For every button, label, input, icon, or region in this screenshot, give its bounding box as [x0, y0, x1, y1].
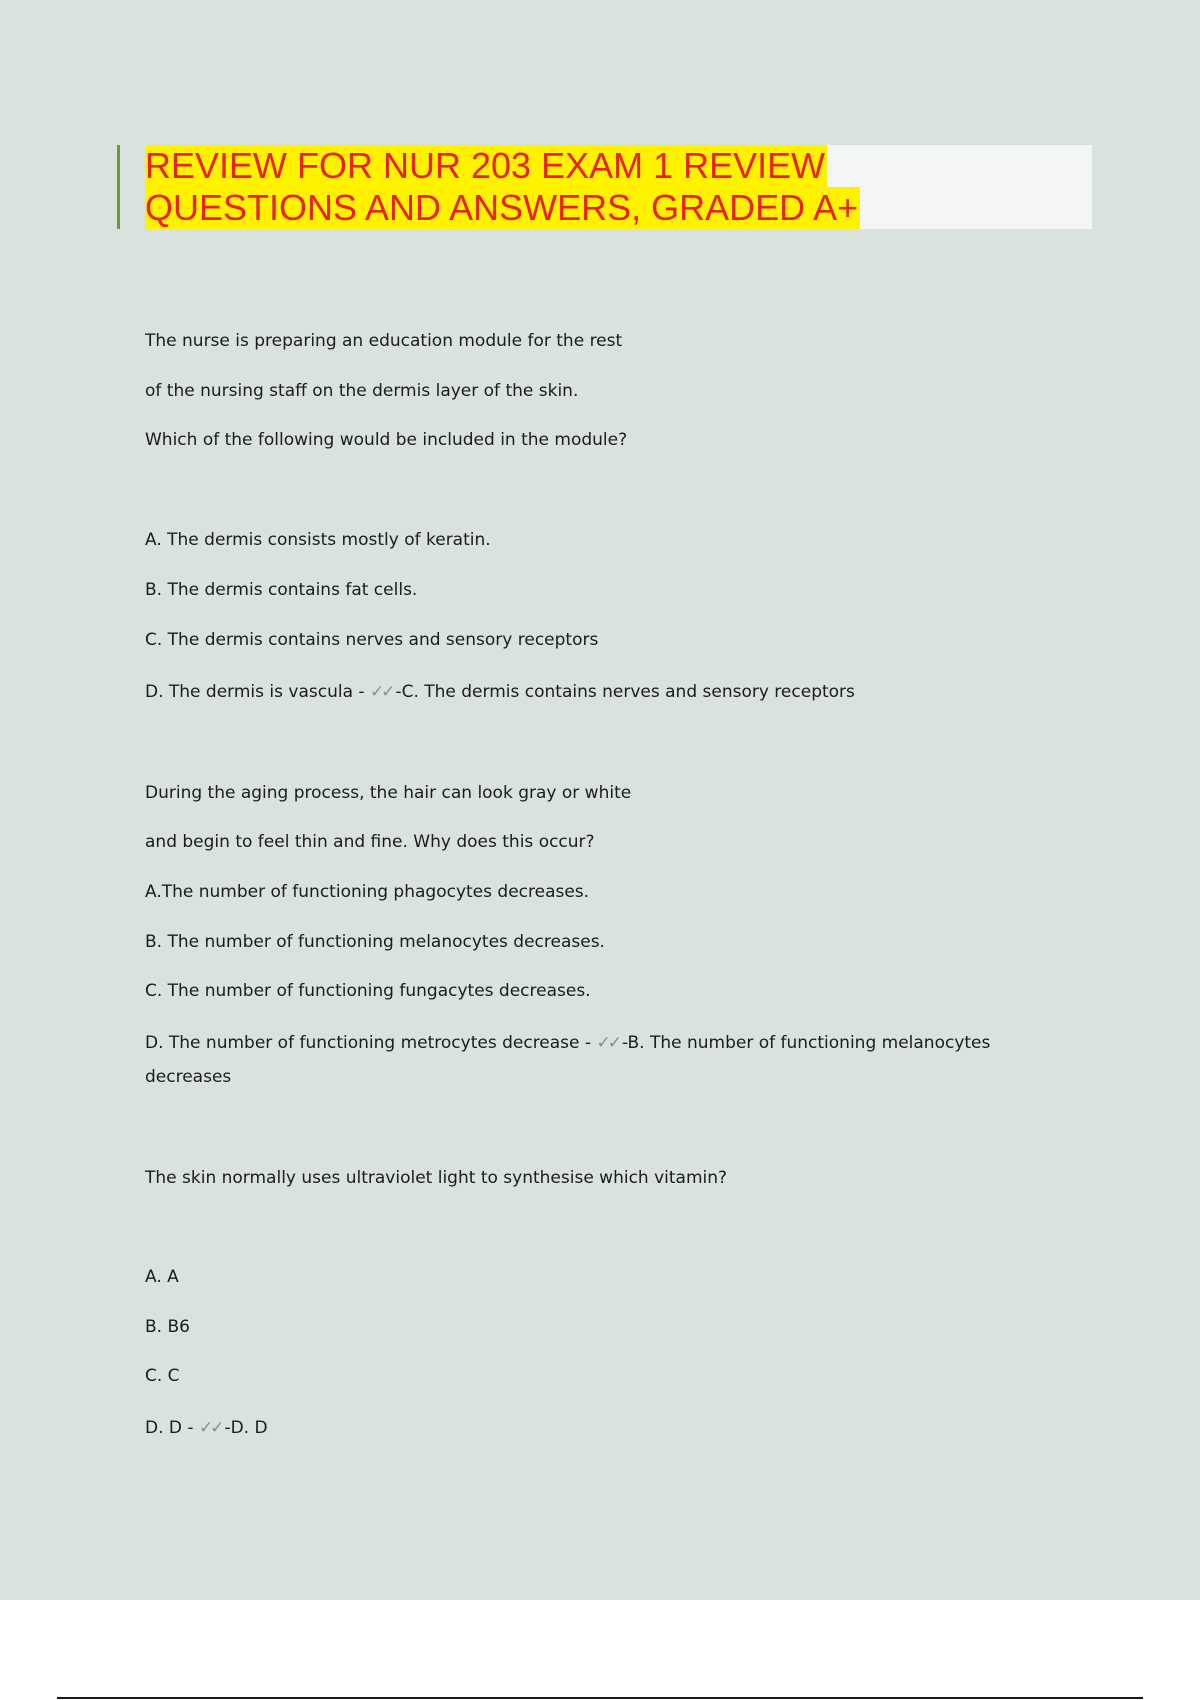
question-1-option-c: C. The dermis contains nerves and sensory receptors — [145, 630, 599, 650]
question-1-option-d: D. The dermis is vascula - — [145, 682, 365, 702]
question-1-option-a: A. The dermis consists mostly of keratin. — [145, 530, 491, 550]
document-title-line-2: QUESTIONS AND ANSWERS, GRADED A+ — [145, 187, 859, 228]
question-2-stem-line-2: and begin to feel thin and fine. Why does this occur? — [145, 832, 595, 852]
question-1-stem-line-2: of the nursing staff on the dermis layer of the skin. — [145, 381, 579, 401]
question-3-option-d: D. D - — [145, 1418, 194, 1438]
question-1-answer: -C. The dermis contains nerves and sensory receptors — [395, 682, 855, 702]
question-2-answer-continued: decreases — [145, 1067, 232, 1087]
question-1-stem-line-3: Which of the following would be included in the module? — [145, 430, 628, 450]
footer-divider — [57, 1697, 1143, 1699]
double-check-icon: ✓✓ — [596, 1033, 619, 1053]
title-block — [117, 145, 1092, 229]
question-2-option-c: C. The number of functioning fungacytes decreases. — [145, 981, 591, 1001]
double-check-icon: ✓✓ — [198, 1418, 222, 1438]
question-3-option-a: A. A — [145, 1267, 179, 1287]
question-2-option-d: D. The number of functioning metrocytes decrease - — [145, 1033, 592, 1053]
question-1-stem-line-1: The nurse is preparing an education module for the rest — [145, 331, 623, 351]
question-2-answer: -B. The number of functioning melanocytes — [621, 1033, 991, 1053]
question-3-option-b: B. B6 — [145, 1317, 190, 1337]
question-2-option-a: A.The number of functioning phagocytes decreases. — [145, 882, 590, 902]
question-2-option-d-with-answer — [145, 1032, 990, 1054]
question-2-option-b: B. The number of functioning melanocytes decreases. — [145, 932, 605, 952]
question-1-option-b: B. The dermis contains fat cells. — [145, 580, 418, 600]
question-3-answer: -D. D — [224, 1418, 268, 1438]
question-3-option-d-with-answer — [145, 1417, 268, 1439]
question-3-option-c: C. C — [145, 1366, 180, 1386]
question-1-option-d-with-answer — [145, 681, 855, 703]
question-2-stem-line-1: During the aging process, the hair can look gray or white — [145, 783, 632, 803]
document-title-line-1: REVIEW FOR NUR 203 EXAM 1 REVIEW — [145, 145, 826, 186]
double-check-icon: ✓✓ — [369, 682, 393, 702]
title-accent-bar — [117, 145, 120, 229]
question-3-stem-line-1: The skin normally uses ultraviolet light to synthesise which vitamin? — [145, 1168, 728, 1188]
